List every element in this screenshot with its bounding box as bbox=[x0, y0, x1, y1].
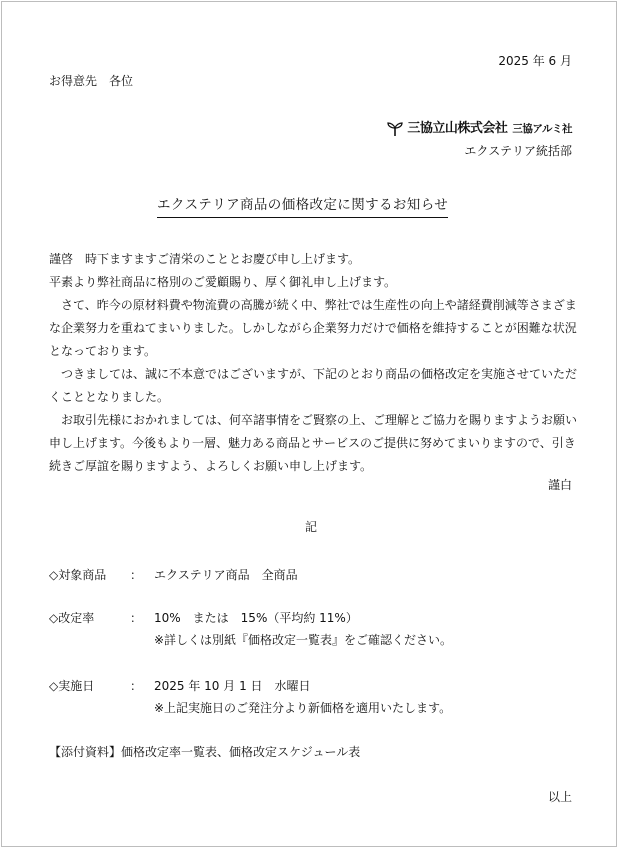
target-label: ◇対象商品 bbox=[49, 568, 107, 582]
company-division: 三協アルミ社 bbox=[512, 123, 572, 135]
rate-colon: ： bbox=[130, 611, 143, 625]
rate-value: 10% または 15%（平均約 11%） bbox=[154, 611, 358, 625]
paragraph-1: さて、昨今の原材料費や物流費の高騰が続く中、弊社では生産性の向上や諸経費削減等さまざまな企業努力を重ねてまいりました。しかしながら企業努力だけで価格を維持することが困難な状況となっております。 bbox=[49, 298, 577, 358]
company-logo bbox=[386, 121, 572, 137]
date-colon: ： bbox=[130, 679, 143, 693]
letter-body bbox=[49, 248, 579, 478]
ki-heading: 記 bbox=[305, 520, 318, 534]
target-value: エクステリア商品 全商品 bbox=[154, 568, 298, 582]
paragraph-3: お取引先様におかれましては、何卒諸事情をご賢察の上、ご理解とご協力を賜りますようお願い申し上げます。今後もより一層、魅力ある商品とサービスのご提供に努めてまいりますので、引き続きご厚誼を賜りますよう、よろしくお願い申し上げます。 bbox=[49, 413, 578, 473]
recipient: お得意先 各位 bbox=[49, 74, 134, 88]
sankyo-logo-icon bbox=[386, 121, 404, 137]
paragraph-2: つきましては、誠に不本意ではございますが、下記のとおり商品の価格改定を実施させていただくこととなりました。 bbox=[49, 367, 578, 404]
target-colon: ： bbox=[130, 568, 143, 582]
letter-page bbox=[1, 1, 617, 847]
closing-ijou: 以上 bbox=[547, 790, 572, 804]
effective-date-value: 2025 年 10 月 1 日 水曜日 bbox=[154, 679, 311, 693]
greeting-line-1: 謹啓 時下ますますご清栄のこととお慶び申し上げます。 bbox=[49, 252, 361, 266]
company-name: 三協立山株式会社 bbox=[407, 121, 508, 136]
rate-note: ※詳しくは別紙『価格改定一覧表』をご確認ください。 bbox=[154, 633, 453, 647]
issue-date: 2025 年 6 月 bbox=[498, 54, 572, 68]
rate-label: ◇改定率 bbox=[49, 611, 95, 625]
greeting-line-2: 平素より弊社商品に格別のご愛顧賜り、厚く御礼申し上げます。 bbox=[49, 275, 397, 289]
closing-kinpaku: 謹白 bbox=[547, 478, 572, 492]
date-note: ※上記実施日のご発注分より新価格を適用いたします。 bbox=[154, 701, 452, 715]
department: エクステリア統括部 bbox=[464, 144, 572, 158]
attachments: 【添付資料】価格改定率一覧表、価格改定スケジュール表 bbox=[49, 745, 361, 759]
date-label: ◇実施日 bbox=[49, 679, 95, 693]
page-title: エクステリア商品の価格改定に関するお知らせ bbox=[157, 196, 448, 218]
